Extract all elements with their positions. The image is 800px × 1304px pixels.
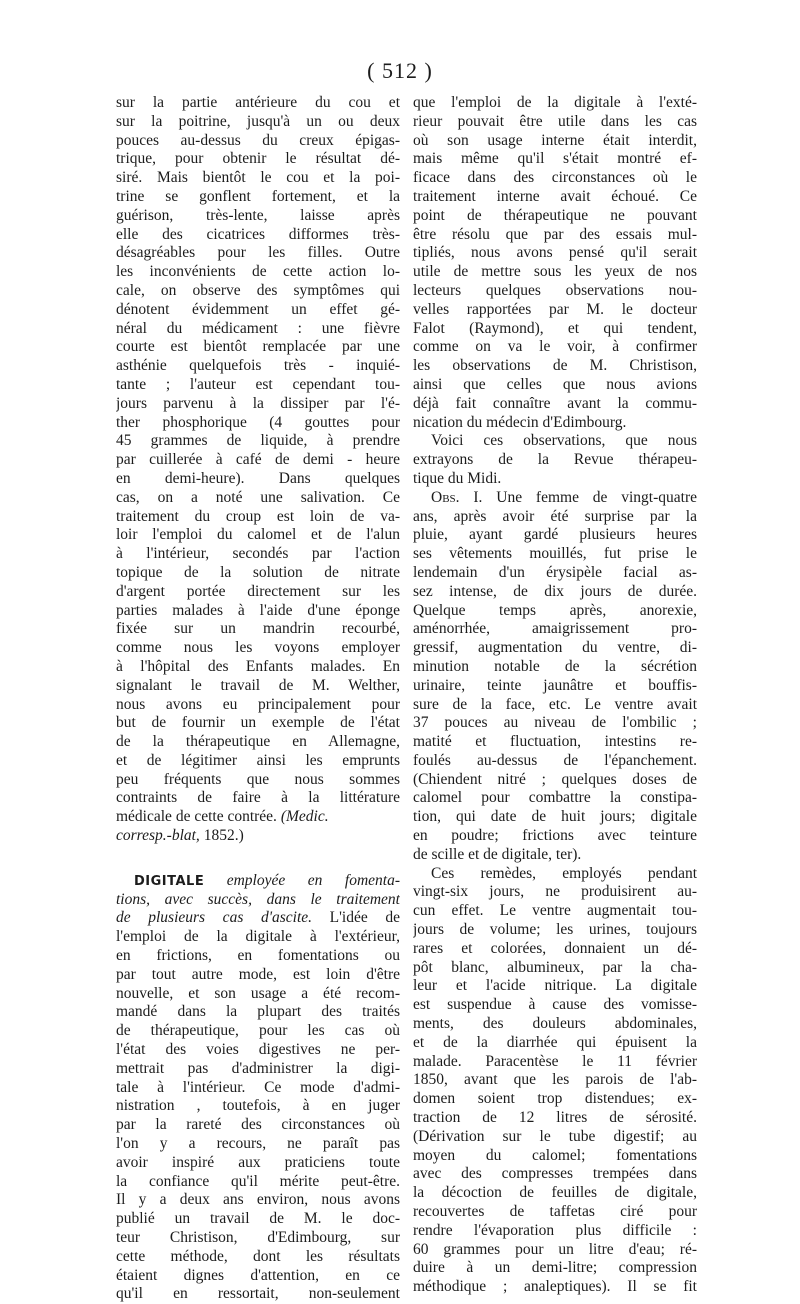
text-line: ainsi que celles que nous avions: [413, 375, 697, 393]
text-line: rieur pouvait être utile dans les cas: [413, 112, 697, 130]
text-line: rares et colorées, donnaient un dé-: [413, 939, 697, 957]
text-line: avec des compresses trempées dans: [413, 1165, 697, 1183]
text-line: nication du médecin d'Edimbourg.: [413, 413, 627, 431]
text-line: tipliés, nous avons pensé qu'il serait: [413, 244, 697, 262]
text-line: tante ; l'auteur est cependant tou-: [116, 375, 400, 393]
paragraph-digitale-intro: [116, 928, 400, 1304]
text-line: néral du médicament : une fièvre: [116, 319, 400, 337]
section-intro: L'idée de: [329, 909, 400, 927]
text-line: calomel pour combattre la constipa-: [413, 789, 697, 807]
text-line: nous avons eu principalement pour: [116, 695, 400, 713]
text-line: sur la poitrine, jusqu'à un ou deux: [116, 112, 400, 130]
citation-lead: médicale de cette contrée.: [116, 808, 277, 826]
observation-first-text: Une femme de vingt-quatre: [496, 488, 697, 506]
text-line: extrayons de la Revue thérapeu-: [413, 451, 697, 469]
section-subtitle-line-3: [116, 909, 400, 928]
section-subtitle-1: employée en fomenta-: [226, 871, 400, 889]
text-line: pôt blanc, albumineux, par la cha-: [413, 958, 697, 976]
text-line: teur Christison, d'Edimbourg, sur: [116, 1229, 400, 1247]
text-line: méthodique ; analeptiques). Il se fit: [413, 1278, 697, 1296]
text-line: désagréables pour les filles. Outre: [116, 244, 400, 262]
text-line: en demi-heure). Dans quelques: [116, 469, 400, 487]
citation-line: [116, 808, 400, 827]
text-line: l'on y a recours, ne paraît pas: [116, 1135, 400, 1153]
text-line: signalant le travail de M. Welther,: [116, 676, 400, 694]
text-line: nistration , toutefois, à en juger: [116, 1097, 400, 1115]
text-line: ther phosphorique (4 gouttes pour: [116, 413, 400, 431]
text-line: matité et fluctuation, intestins re-: [413, 733, 697, 751]
text-line: tion, qui date de huit jours; digitale: [413, 808, 697, 826]
text-line: en poudre; frictions avec teinture: [413, 827, 697, 845]
text-line: de scille et de digitale, ter).: [413, 845, 582, 863]
text-line: en frictions, en fomentations ou: [116, 947, 400, 965]
text-line: point de thérapeutique ne pouvant: [413, 206, 697, 224]
paragraph-observation-1: [413, 508, 697, 865]
text-line: d'argent portée directement sur les: [116, 582, 400, 600]
text-line: recouvertes de taffetas ciré pour: [413, 1203, 697, 1221]
text-line: dénotent évidemment un effet gé-: [116, 300, 400, 318]
text-line: sur la partie antérieure du cou et: [116, 94, 400, 111]
section-heading: DIGITALE: [134, 873, 205, 889]
citation-line-2: [116, 827, 400, 846]
text-line: (Chiendent nitré ; quelques doses de: [413, 770, 697, 788]
text-line: contraints de faire à la littérature: [116, 789, 400, 807]
text-line: elle des cicatrices difformes très-: [116, 225, 400, 243]
text-line: nouvelle, et son usage a été recom-: [116, 984, 400, 1002]
text-line: à l'intérieur, secondés par l'action: [116, 545, 400, 563]
section-subtitle-3: de plusieurs cas d'ascite.: [116, 909, 313, 927]
text-line: où son usage interne était interdit,: [413, 131, 697, 149]
text-line: 1850, avant que les parois de l'ab-: [413, 1071, 697, 1089]
text-line: pluie, ayant gardé plusieurs heures: [413, 526, 697, 544]
paragraph-croup-treatment: [116, 94, 400, 808]
text-line: minution notable de la sécrétion: [413, 657, 697, 675]
text-line: cun effet. Le ventre augmentait tou-: [413, 902, 697, 920]
citation-journal: corresp.-blat,: [116, 827, 200, 845]
text-line: trine se gonflent fortement, et la: [116, 187, 400, 205]
text-line: cale, on observe des symptômes qui: [116, 281, 400, 299]
text-line: mandé dans la plupart des traités: [116, 1003, 400, 1021]
text-line: leur et l'acide nitrique. La digitale: [413, 977, 697, 995]
text-line: gressif, augmentation du ventre, di-: [413, 639, 697, 657]
text-line: les inconvénients de cette action lo-: [116, 263, 400, 281]
text-line: courte est bientôt remplacée par une: [116, 338, 400, 356]
text-line: de thérapeutique, pour les cas où: [116, 1022, 400, 1040]
text-line: loir l'emploi du calomel et de l'alun: [116, 526, 400, 544]
observation-label: Obs. I.: [431, 488, 483, 506]
text-line: qu'il en ressortait, non-seulement: [116, 1285, 400, 1303]
text-line: 60 grammes pour un litre d'eau; ré-: [413, 1240, 697, 1258]
text-line: comme on va le voir, à confirmer: [413, 338, 697, 356]
text-line: la confiance qu'il mérite peut-être.: [116, 1172, 400, 1190]
text-line: lecteurs quelques observations nou-: [413, 281, 697, 299]
text-line: vingt-six jours, ne produisirent au-: [413, 883, 697, 901]
text-line: jours parvenu à la dissiper par l'é-: [116, 394, 400, 412]
text-line: ans, après avoir été surprise par la: [413, 507, 697, 525]
text-line: fixée sur un mandrin recourbé,: [116, 620, 400, 638]
text-line: aménorrhée, amaigrissement pro-: [413, 620, 697, 638]
text-line: Voici ces observations, que nous: [431, 432, 697, 450]
text-line: par cuillerée à café de demi - heure: [116, 451, 400, 469]
text-line: et de légitimer ainsi les emprunts: [116, 751, 400, 769]
text-line: mais même qu'il s'était montré ef-: [413, 150, 697, 168]
text-line: siré. Mais bientôt le cou et la poi-: [116, 169, 400, 187]
text-line: sure de la face, etc. Le ventre avait: [413, 695, 697, 713]
text-line: jours de volume; les urines, toujours: [413, 921, 697, 939]
text-line: velles rapportées par M. le docteur: [413, 300, 697, 318]
text-line: duire à un demi-litre; compression: [413, 1259, 697, 1277]
text-line: Il y a deux ans environ, nous avons: [116, 1191, 400, 1209]
text-line: et de la diarrhée qui épuisent la: [413, 1033, 697, 1051]
text-line: Quelque temps après, anorexie,: [413, 601, 697, 619]
text-line: Ces remèdes, employés pendant: [431, 864, 697, 882]
text-line: avoir inspiré aux praticiens toute: [116, 1153, 400, 1171]
text-line: que l'emploi de la digitale à l'exté-: [413, 94, 697, 111]
text-line: ments, des douleurs abdominales,: [413, 1015, 697, 1033]
text-line: cas, on a noté une salivation. Ce: [116, 488, 400, 506]
text-line: de la thérapeutique en Allemagne,: [116, 733, 400, 751]
text-line: lendemain d'un érysipèle facial as-: [413, 563, 697, 581]
text-line: traitement du croup est loin de va-: [116, 507, 400, 525]
text-line: Falot (Raymond), et qui tendent,: [413, 319, 697, 337]
text-line: publié un travail de M. le doc-: [116, 1210, 400, 1228]
text-line: ses vêtements mouillés, fut prise le: [413, 545, 697, 563]
text-line: peu fréquents que nous sommes: [116, 770, 400, 788]
citation-source: (Medic.: [280, 808, 329, 826]
text-line: topique de la solution de nitrate: [116, 563, 400, 581]
text-line: pouces au-dessus du creux épigas-: [116, 131, 400, 149]
text-line: à l'hôpital des Enfants malades. En: [116, 657, 400, 675]
text-line: trique, pour obtenir le résultat dé-: [116, 150, 400, 168]
text-line: sez intense, de dix jours de durée.: [413, 582, 697, 600]
left-column: [116, 94, 400, 1304]
text-line: asthénie quelquefois très - inquié-: [116, 357, 400, 375]
section-gap: [116, 846, 400, 872]
text-line: la décoction de feuilles de digitale,: [413, 1184, 697, 1202]
text-line: les observations de M. Christison,: [413, 357, 697, 375]
text-line: moyen du calomel; fomentations: [413, 1146, 697, 1164]
text-line: rendre l'évaporation plus difficile :: [413, 1221, 697, 1239]
text-line: mettrait pas d'administrer la digi-: [116, 1059, 400, 1077]
paragraph-observations-intro: [413, 432, 697, 488]
text-line: comme nous les voyons employer: [116, 639, 400, 657]
text-line: parties malades à l'aide d'une éponge: [116, 601, 400, 619]
right-column: [413, 94, 697, 1297]
text-line: ficace dans des circonstances où le: [413, 169, 697, 187]
text-line: être résolu que par des essais mul-: [413, 225, 697, 243]
text-line: guérison, très-lente, laisse après: [116, 206, 400, 224]
text-line: domen soient trop distendues; ex-: [413, 1090, 697, 1108]
text-line: but de fournir un exemple de l'état: [116, 714, 400, 732]
text-line: par tout autre mode, est loin d'être: [116, 965, 400, 983]
text-line: urinaire, teinte jaunâtre et bouffis-: [413, 676, 697, 694]
citation-year: 1852.): [203, 827, 244, 845]
text-line: cette méthode, dont les résultats: [116, 1247, 400, 1265]
observation-first-line: [413, 489, 697, 508]
text-line: est suspendue à cause des vomisse-: [413, 996, 697, 1014]
page-number: ( 512 ): [367, 58, 433, 83]
paragraph-remedies: [413, 865, 697, 1297]
section-subtitle-2: tions, avec succès, dans le traitement: [116, 890, 400, 908]
text-line: déjà fait connaître avant la commu-: [413, 394, 697, 412]
text-line: (Dérivation sur le tube digestif; au: [413, 1127, 697, 1145]
text-line: tale à l'intérieur. Ce mode d'admi-: [116, 1078, 400, 1096]
text-line: traitement interne avait échoué. Ce: [413, 187, 697, 205]
text-line: traction de 12 litres de sérosité.: [413, 1109, 697, 1127]
text-line: tique du Midi.: [413, 469, 502, 487]
text-line: utile de mettre sous les yeux de nos: [413, 263, 697, 281]
text-line: malade. Paracentèse le 11 février: [413, 1052, 697, 1070]
text-line: par la rareté des circonstances où: [116, 1116, 400, 1134]
text-line: l'emploi de la digitale à l'extérieur,: [116, 928, 400, 946]
text-line: 37 pouces au niveau de l'ombilic ;: [413, 714, 697, 732]
text-line: 45 grammes de liquide, à prendre: [116, 432, 400, 450]
paragraph-christison: [413, 94, 697, 432]
text-line: l'état des voies digestives ne per-: [116, 1041, 400, 1059]
section-heading-line: [116, 872, 400, 891]
text-line: étaient dignes d'attention, en ce: [116, 1266, 400, 1284]
text-line: foulés au-dessus de l'épanchement.: [413, 751, 697, 769]
